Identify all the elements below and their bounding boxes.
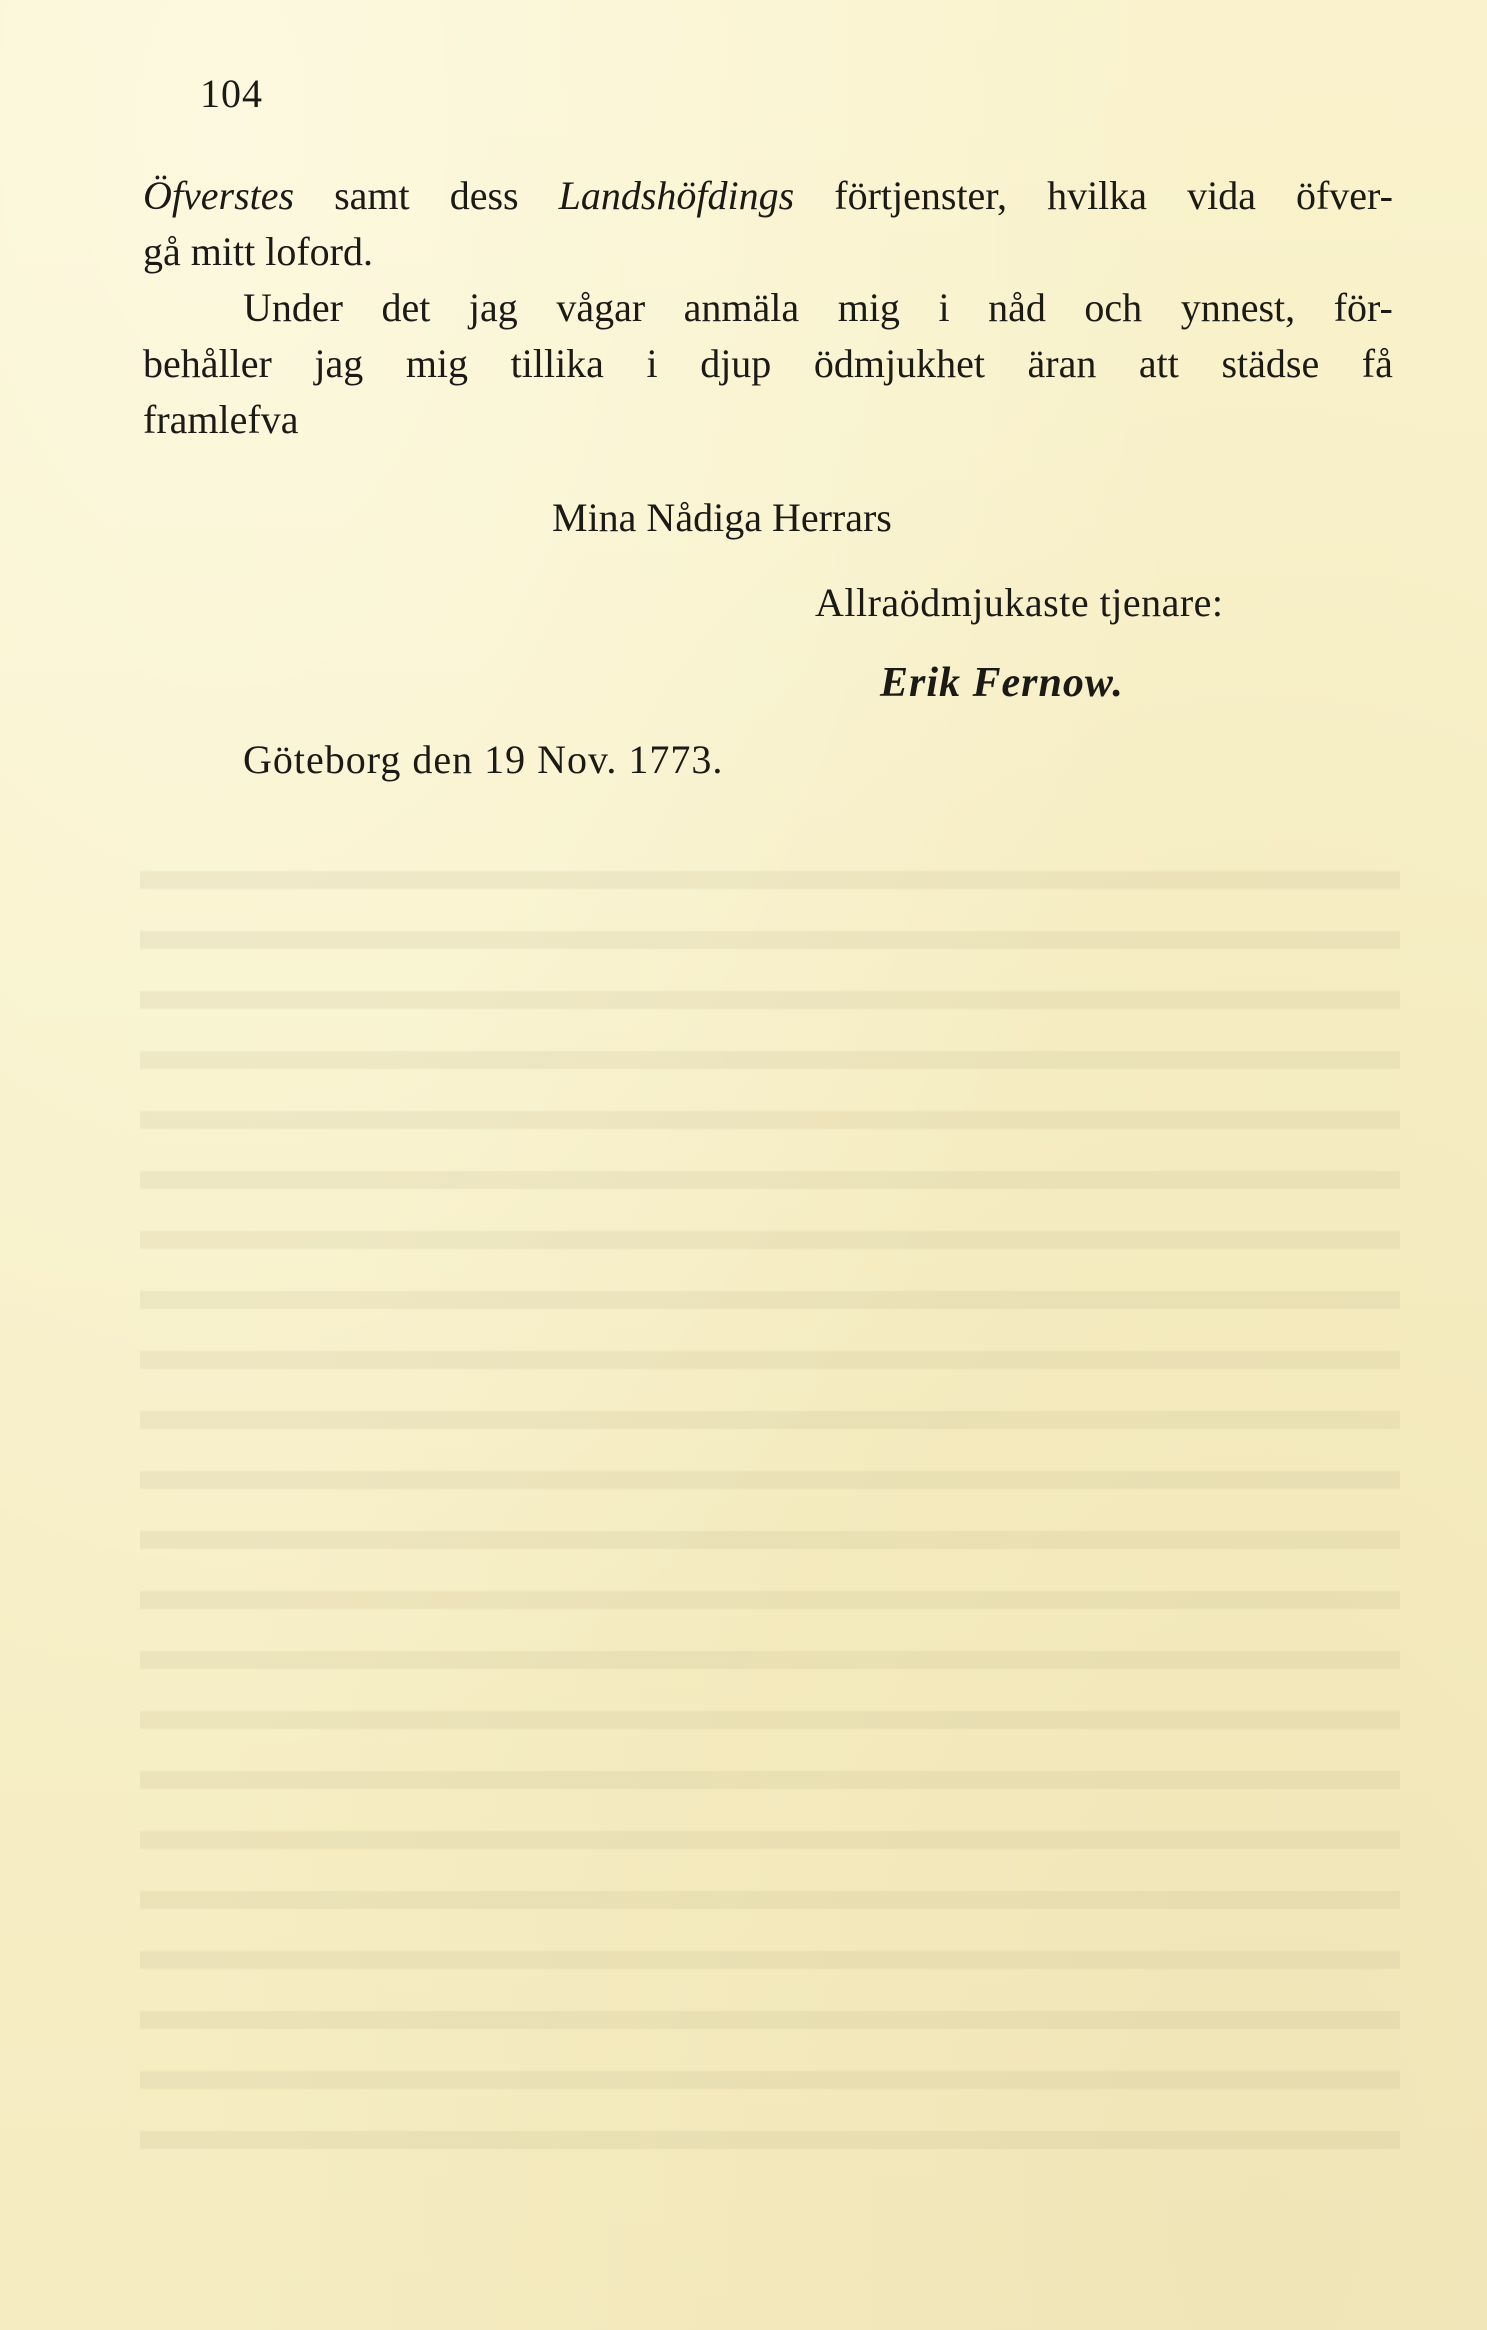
word: äran <box>1027 341 1097 386</box>
word: nåd <box>988 285 1046 330</box>
body-text <box>143 168 1393 448</box>
word: dess <box>449 173 519 218</box>
word: i <box>938 285 950 330</box>
text-line-1 <box>143 168 1393 224</box>
signature: Erik Fernow. <box>880 660 1124 706</box>
word: för- <box>1333 285 1393 330</box>
word: mig <box>405 341 469 386</box>
dateline: Göteborg den 19 Nov. 1773. <box>243 737 724 782</box>
word: samt <box>334 173 410 218</box>
word: att <box>1138 341 1179 386</box>
text-line-3 <box>143 280 1393 336</box>
word: i <box>646 341 658 386</box>
text-line-4 <box>143 336 1393 392</box>
word: anmäla <box>683 285 800 330</box>
word: få <box>1361 341 1393 386</box>
closing-phrase: Allraödmjukaste tjenare: <box>815 580 1224 625</box>
word: det <box>381 285 431 330</box>
text-line-5: framlefva <box>143 397 299 442</box>
word: ynnest, <box>1180 285 1296 330</box>
word: jag <box>468 285 518 330</box>
word: städse <box>1221 341 1320 386</box>
reverse-page-show-through <box>140 850 1400 2180</box>
word: tillika <box>510 341 604 386</box>
word: djup <box>700 341 772 386</box>
word: Landshöfdings <box>558 173 795 218</box>
word: öfver- <box>1295 173 1393 218</box>
word: vågar <box>556 285 646 330</box>
word: ödmjukhet <box>813 341 985 386</box>
word: Under <box>243 285 343 330</box>
word: mig <box>837 285 900 330</box>
word: Öfverstes <box>143 173 295 218</box>
word: och <box>1084 285 1143 330</box>
word: jag <box>314 341 364 386</box>
word: vida <box>1187 173 1256 218</box>
word: förtjenster, <box>834 173 1008 218</box>
word: behåller <box>143 341 272 386</box>
word: hvilka <box>1047 173 1148 218</box>
page-number: 104 <box>200 71 263 116</box>
salutation: Mina Nådiga Herrars <box>552 495 892 540</box>
text-line-2: gå mitt loford. <box>143 229 373 274</box>
